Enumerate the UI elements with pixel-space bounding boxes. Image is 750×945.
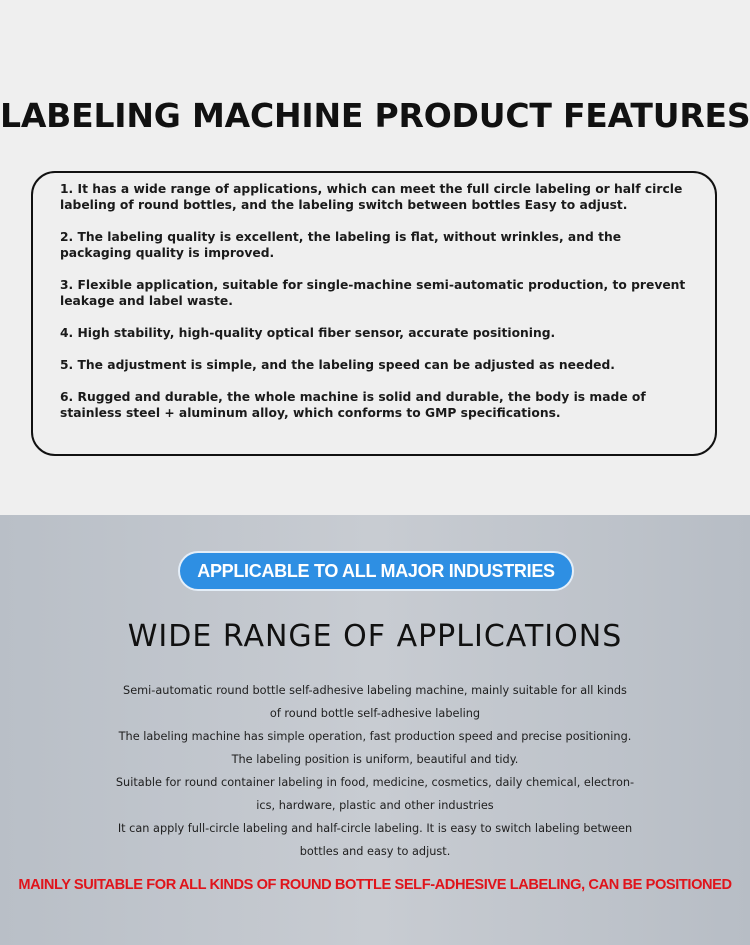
feature-item: 1. It has a wide range of applications, which can meet the full circle labeling or half circle labeling of round bottles, and the labeling switch between bottles Easy to adjust.	[60, 182, 683, 212]
applications-description	[95, 679, 655, 863]
feature-item: 4. High stability, high-quality optical fiber sensor, accurate positioning.	[60, 326, 556, 340]
feature-item: 2. The labeling quality is excellent, the labeling is flat, without wrinkles, and the packaging quality is improved.	[60, 230, 622, 260]
description-line: of round bottle self-adhesive labeling	[269, 707, 481, 720]
description-line: Semi-automatic round bottle self-adhesive labeling machine, mainly suitable for all kinds	[123, 684, 627, 697]
applications-section	[0, 515, 750, 945]
feature-item: 3. Flexible application, suitable for single-machine semi-automatic production, to prevent leakage and label waste.	[60, 278, 686, 308]
industries-badge: APPLICABLE TO ALL MAJOR INDUSTRIES	[178, 551, 574, 591]
highlight-note: MAINLY SUITABLE FOR ALL KINDS OF ROUND BOTTLE SELF-ADHESIVE LABELING, CAN BE POSITIONED	[18, 877, 732, 893]
page-title: LABELING MACHINE PRODUCT FEATURES	[0, 96, 750, 135]
description-line: Suitable for round container labeling in food, medicine, cosmetics, daily chemical, electron-	[115, 776, 635, 789]
features-box	[31, 171, 717, 456]
feature-item: 6. Rugged and durable, the whole machine is solid and durable, the body is made of stainless steel + aluminum alloy, which conforms to GMP specifications.	[60, 390, 646, 420]
description-line: The labeling machine has simple operation, fast production speed and precise positioning.	[118, 730, 632, 743]
description-line: bottles and easy to adjust.	[299, 845, 451, 858]
description-line: It can apply full-circle labeling and half-circle labeling. It is easy to switch labeling between	[117, 822, 633, 835]
applications-title: WIDE RANGE OF APPLICATIONS	[127, 619, 623, 654]
description-line: The labeling position is uniform, beautiful and tidy.	[231, 753, 519, 766]
feature-item: 5. The adjustment is simple, and the labeling speed can be adjusted as needed.	[60, 358, 615, 372]
description-line: ics, hardware, plastic and other industries	[256, 799, 494, 812]
